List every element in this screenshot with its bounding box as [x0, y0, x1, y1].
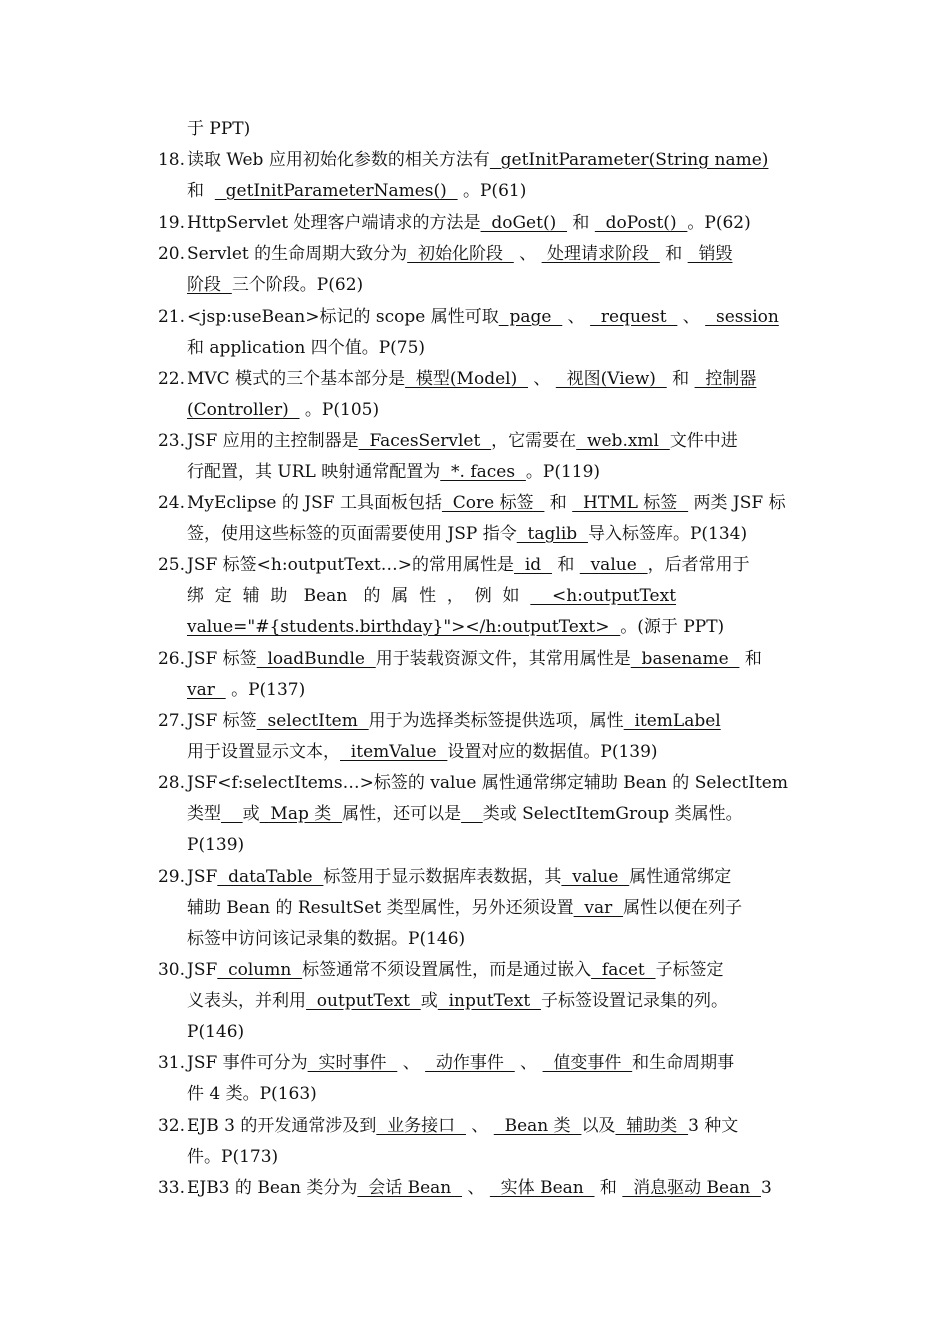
question-text: JSF<f:selectItems…>标签的 value 属性通常绑定辅助 Bean 的 SelectItem — [187, 773, 788, 793]
question-text: 和 — [594, 1178, 623, 1198]
question-text: 属性以便在列子 — [623, 898, 743, 918]
answer-blank: Bean 类 — [493, 1116, 582, 1136]
question-number: 27. — [157, 711, 185, 731]
answer-blank: 控制器 — [694, 369, 757, 389]
answer-blank: 销毁 — [687, 244, 733, 264]
question-text: 。(源于 PPT) — [620, 617, 725, 637]
text-line — [187, 554, 750, 576]
text-line — [187, 492, 786, 514]
text-line — [187, 928, 465, 950]
question-text: P(146) — [187, 1022, 245, 1042]
question-number: 18. — [157, 150, 185, 170]
question-text: JSF 标签 — [187, 649, 257, 669]
text-line — [187, 897, 742, 919]
text-line — [187, 710, 721, 732]
question-text: 子标签定 — [655, 960, 724, 980]
answer-blank: basename — [630, 649, 740, 669]
question-text: 、 — [465, 1116, 494, 1136]
answer-blank: 消息驱动 Bean — [622, 1178, 761, 1198]
answer-blank: 实体 Bean — [489, 1178, 595, 1198]
question-text: HttpServlet 处理客户端请求的方法是 — [187, 213, 481, 233]
question-text: <jsp:useBean>标记的 scope 属性可取 — [187, 307, 499, 327]
answer-blank: *. faces — [440, 462, 526, 482]
question-text: JSF 标签 — [187, 711, 257, 731]
question-text: 类或 SelectItemGroup 类属性。 — [482, 804, 743, 824]
question-text: EJB 3 的开发通常涉及到 — [187, 1116, 377, 1136]
text-line — [187, 959, 724, 981]
question-text: 、 — [514, 1053, 543, 1073]
question-number: 22. — [157, 369, 185, 389]
text-line — [187, 585, 676, 607]
answer-blank: 视图(View) — [555, 369, 667, 389]
answer-blank: doGet() — [480, 213, 568, 233]
question-text: 和 — [739, 649, 762, 669]
question-text: 三个阶段。P(62) — [231, 275, 364, 295]
text-line — [187, 1083, 317, 1105]
question-number: 32. — [157, 1116, 185, 1136]
text-line — [187, 1115, 738, 1137]
question-text: 行配置，其 URL 映射通常配置为 — [187, 462, 441, 482]
text-line — [187, 1146, 278, 1168]
question-text: 和 — [659, 244, 688, 264]
text-line — [187, 679, 305, 701]
question-text: 3 — [760, 1178, 772, 1198]
question-text: 、 — [677, 307, 706, 327]
question-text: 辅助 Bean 的 ResultSet 类型属性，另外还须设置 — [187, 898, 574, 918]
answer-blank: FacesServlet — [358, 431, 492, 451]
answer-blank: request — [590, 307, 678, 327]
answer-blank: getInitParameterNames() — [214, 181, 458, 201]
text-line — [187, 648, 762, 670]
answer-blank: Core 标签 — [441, 493, 545, 513]
text-line — [187, 430, 738, 452]
question-text: 标签中访问该记录集的数据。P(146) — [187, 929, 466, 949]
answer-blank: 阶段 — [187, 275, 232, 295]
answer-blank: loadBundle — [256, 649, 376, 669]
text-line — [187, 149, 768, 171]
question-text: 和 — [666, 369, 695, 389]
text-line — [187, 1021, 244, 1043]
text-line — [187, 523, 747, 545]
text-line — [187, 399, 379, 421]
answer-blank: outputText — [306, 991, 421, 1011]
text-line — [187, 212, 751, 234]
question-text: ，后者常用于 — [647, 555, 750, 575]
question-number: 33. — [157, 1178, 185, 1198]
question-number: 20. — [157, 244, 185, 264]
text-line — [187, 616, 724, 638]
question-number: 24. — [157, 493, 185, 513]
question-text: 和 — [187, 181, 215, 201]
question-number: 25. — [157, 555, 185, 575]
answer-blank: 初始化阶段 — [407, 244, 514, 264]
answer-blank: <h:outputText — [530, 586, 677, 606]
answer-blank: 模型(Model) — [405, 369, 529, 389]
question-text: 。P(105) — [299, 400, 380, 420]
text-line — [187, 118, 250, 140]
answer-blank: value="#{students.birthday}"></h:outputText> — [187, 617, 621, 637]
question-text: 、 — [397, 1053, 426, 1073]
answer-blank: itemValue — [340, 742, 448, 762]
question-text: ，它需要在 — [491, 431, 577, 451]
question-text: 、 — [528, 369, 556, 389]
answer-blank: 实时事件 — [307, 1053, 398, 1073]
answer-blank: web.xml — [576, 431, 670, 451]
answer-blank: getInitParameter(String name) — [489, 150, 769, 170]
question-text: 和 — [544, 493, 573, 513]
question-text: MVC 模式的三个基本部分是 — [187, 369, 406, 389]
text-line — [187, 834, 244, 856]
text-line — [187, 990, 728, 1012]
question-text: 和 — [551, 555, 580, 575]
text-line — [187, 1177, 772, 1199]
question-number: 19. — [157, 213, 185, 233]
question-text: 或 — [242, 804, 260, 824]
text-line — [187, 1052, 734, 1074]
text-line — [187, 803, 743, 825]
answer-blank — [461, 804, 483, 824]
answer-blank: value — [579, 555, 648, 575]
question-text: JSF — [187, 960, 218, 980]
question-text: 、 — [562, 307, 591, 327]
answer-blank: itemLabel — [623, 711, 721, 731]
question-text: 属性通常绑定 — [629, 867, 732, 887]
question-text: 类型 — [187, 804, 221, 824]
question-text: 用于设置显示文本， — [187, 742, 340, 762]
question-text: 或 — [420, 991, 438, 1011]
question-number: 23. — [157, 431, 185, 451]
question-text: 件 4 类。P(163) — [187, 1084, 317, 1104]
question-text: 设置对应的数据值。P(139) — [447, 742, 658, 762]
answer-blank: Map 类 — [259, 804, 343, 824]
text-line — [187, 461, 600, 483]
question-text: 两类 JSF 标 — [688, 493, 786, 513]
question-text: 文件中进 — [669, 431, 738, 451]
question-text: 于 PPT) — [187, 119, 251, 139]
question-number: 31. — [157, 1053, 185, 1073]
question-text: 义表头，并利用 — [187, 991, 306, 1011]
answer-blank: column — [217, 960, 303, 980]
question-text: 。P(61) — [457, 181, 527, 201]
answer-blank: value — [561, 867, 630, 887]
answer-blank: facet — [591, 960, 656, 980]
question-text: 件。P(173) — [187, 1147, 279, 1167]
question-text: EJB3 的 Bean 类分为 — [187, 1178, 358, 1198]
question-text: 。P(62) — [687, 213, 751, 233]
answer-blank: (Controller) — [187, 400, 300, 420]
answer-blank: HTML 标签 — [572, 493, 689, 513]
question-text: 、 — [513, 244, 542, 264]
question-number: 28. — [157, 773, 185, 793]
answer-blank: doPost() — [594, 213, 688, 233]
question-text: 和生命周期事 — [632, 1053, 735, 1073]
answer-blank — [221, 804, 243, 824]
answer-blank: dataTable — [217, 867, 324, 887]
question-text: 和 application 四个值。P(75) — [187, 338, 426, 358]
question-text: 绑 定 辅 助 Bean 的 属 性 ， 例 如 — [187, 586, 531, 606]
answer-blank: taglib — [516, 524, 588, 544]
question-text: MyEclipse 的 JSF 工具面板包括 — [187, 493, 442, 513]
answer-blank: page — [498, 307, 563, 327]
question-text: 以及 — [581, 1116, 616, 1136]
text-line — [187, 741, 658, 763]
question-text: 用于装载资源文件，其常用属性是 — [375, 649, 631, 669]
question-text: 标签通常不须设置属性，而是通过嵌入 — [302, 960, 592, 980]
question-number: 29. — [157, 867, 185, 887]
answer-blank: var — [573, 898, 624, 918]
text-line — [187, 274, 363, 296]
text-line — [187, 243, 732, 265]
question-text: 导入标签库。P(134) — [587, 524, 748, 544]
question-text: Servlet 的生命周期大致分为 — [187, 244, 408, 264]
question-text: JSF 标签<h:outputText…>的常用属性是 — [187, 555, 515, 575]
answer-blank: 业务接口 — [376, 1116, 466, 1136]
answer-blank: id — [514, 555, 552, 575]
question-text: 子标签设置记录集的列。 — [540, 991, 728, 1011]
question-number: 30. — [157, 960, 185, 980]
question-text: 、 — [462, 1178, 490, 1198]
answer-blank: inputText — [437, 991, 541, 1011]
text-line — [187, 337, 425, 359]
answer-blank: 动作事件 — [425, 1053, 515, 1073]
answer-blank: 辅助类 — [615, 1116, 689, 1136]
question-text: 3 种文 — [688, 1116, 739, 1136]
question-text: 读取 Web 应用初始化参数的相关方法有 — [187, 150, 490, 170]
text-line — [187, 368, 756, 390]
answer-blank: 值变事件 — [542, 1053, 633, 1073]
answer-blank: var — [187, 680, 226, 700]
answer-blank: 会话 Bean — [357, 1178, 463, 1198]
question-text: 用于为选择类标签提供选项，属性 — [368, 711, 624, 731]
question-text: 。P(137) — [225, 680, 306, 700]
question-text: 标签用于显示数据库表数据，其 — [323, 867, 562, 887]
text-line — [187, 306, 779, 328]
question-text: P(139) — [187, 835, 245, 855]
question-number: 26. — [157, 649, 185, 669]
question-text: 属性，还可以是 — [342, 804, 462, 824]
question-number: 21. — [157, 307, 185, 327]
text-line — [187, 180, 526, 202]
question-text: 。P(119) — [525, 462, 601, 482]
answer-blank: session — [705, 307, 779, 327]
text-line — [187, 866, 731, 888]
question-text: 和 — [567, 213, 595, 233]
question-text: JSF 事件可分为 — [187, 1053, 308, 1073]
question-text: JSF — [187, 867, 218, 887]
answer-blank: selectItem — [256, 711, 369, 731]
text-line — [187, 772, 788, 794]
answer-blank: 处理请求阶段 — [541, 244, 660, 264]
question-text: JSF 应用的主控制器是 — [187, 431, 359, 451]
question-text: 签，使用这些标签的页面需要使用 JSP 指令 — [187, 524, 517, 544]
